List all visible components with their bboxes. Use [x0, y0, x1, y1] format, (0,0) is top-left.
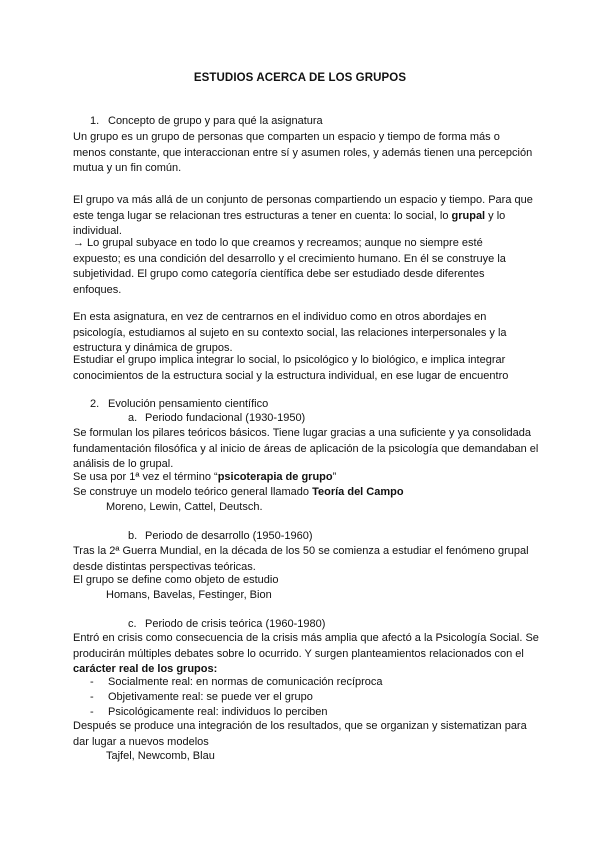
subsection-a-paragraph-3: Se construye un modelo teórico general llamado Teoría del Campo — [73, 486, 404, 498]
section-1-paragraph-5: Estudiar el grupo implica integrar lo social, lo psicológico y lo biológico, e implica integrar conocimientos de la estructura social y la estructura individual, en ese lugar de encuentro — [73, 354, 509, 382]
psicoterapia-bold: psicoterapia de grupo — [217, 471, 333, 483]
bullet-dash: - — [90, 676, 94, 688]
bullet-dash: - — [90, 691, 94, 703]
caracter-real-bold: carácter real de los grupos: — [73, 663, 218, 676]
subsection-a-letter: a. — [128, 412, 138, 424]
subsection-c-heading: Periodo de crisis teórica (1960-1980) — [145, 618, 326, 630]
subsection-b-heading: Periodo de desarrollo (1950-1960) — [145, 530, 313, 542]
bullet-item: Socialmente real: en normas de comunicación recíproca — [108, 676, 383, 688]
section-1-paragraph-3: → Lo grupal subyace en todo lo que creamos y recreamos; aunque no siempre esté expuesto; es una condición del desarrollo y el crecimiento humano. En él se construye la subjetividad. El grupo como categoría científica debe ser estudiado desde diferentes enfoques. — [73, 237, 506, 297]
section-1-paragraph-2: El grupo va más allá de un conjunto de personas compartiendo un espacio y tiempo. Para que este tenga lugar se relacionan tres estructuras a tener en cuenta: lo social, lo grupal y lo individual. — [73, 194, 533, 238]
section-1-paragraph-4: En esta asignatura, en vez de centrarnos en el individuo como en otros abordajes en psicología, estudiamos al sujeto en su contexto social, las relaciones interpersonales y la estructura y dinámica de grupos. — [73, 311, 507, 355]
subsection-a-heading: Periodo fundacional (1930-1950) — [145, 412, 306, 424]
subsection-b-authors: Homans, Bavelas, Festinger, Bion — [106, 589, 272, 601]
bullet-dash: - — [90, 706, 94, 718]
subsection-a-paragraph-2: Se usa por 1ª vez el término “psicoterapia de grupo” — [73, 471, 337, 483]
section-2-heading: Evolución pensamiento científico — [108, 398, 269, 410]
teoria-campo-bold: Teoría del Campo — [312, 486, 404, 498]
section-1-number: 1. — [90, 115, 100, 127]
subsection-c-paragraph-2: Después se produce una integración de los resultados, que se organizan y sistematizan para dar lugar a nuevos modelos — [73, 720, 527, 748]
subsection-c-letter: c. — [128, 618, 137, 630]
subsection-c-paragraph-1: Entró en crisis como consecuencia de la crisis más amplia que afectó a la Psicología Social. Se producirán múltiples debates sobre lo ocurrido. Y surgen planteamientos relacionados con el carácter real de los grupos: — [73, 632, 539, 676]
grupal-bold: grupal — [451, 209, 486, 222]
subsection-b-paragraph-1: Tras la 2ª Guerra Mundial, en la década de los 50 se comienza a estudiar el fenómeno grupal desde distintas perspectivas teóricas. — [73, 545, 529, 573]
section-1-paragraph-1: Un grupo es un grupo de personas que comparten un espacio y tiempo de forma más o menos constante, que interaccionan entre sí y asumen roles, y además tienen una percepción mutua y un fin común. — [73, 131, 533, 175]
page-title: ESTUDIOS ACERCA DE LOS GRUPOS — [193, 72, 407, 84]
subsection-c-authors: Tajfel, Newcomb, Blau — [106, 750, 215, 762]
section-2-number: 2. — [90, 398, 100, 410]
subsection-a-paragraph-1: Se formulan los pilares teóricos básicos. Tiene lugar gracias a una suficiente y ya consolidada fundamentación filosófica y al inicio de áreas de aplicación de la psicología que demandaban el análisis de lo grupal. — [73, 427, 539, 471]
section-1-heading: Concepto de grupo y para qué la asignatura — [108, 115, 323, 127]
subsection-b-letter: b. — [128, 530, 138, 542]
subsection-a-authors: Moreno, Lewin, Cattel, Deutsch. — [106, 501, 263, 513]
bullet-item: Objetivamente real: se puede ver el grupo — [108, 691, 313, 703]
bullet-item: Psicológicamente real: individuos lo perciben — [108, 706, 328, 718]
subsection-b-paragraph-2: El grupo se define como objeto de estudio — [73, 574, 279, 586]
